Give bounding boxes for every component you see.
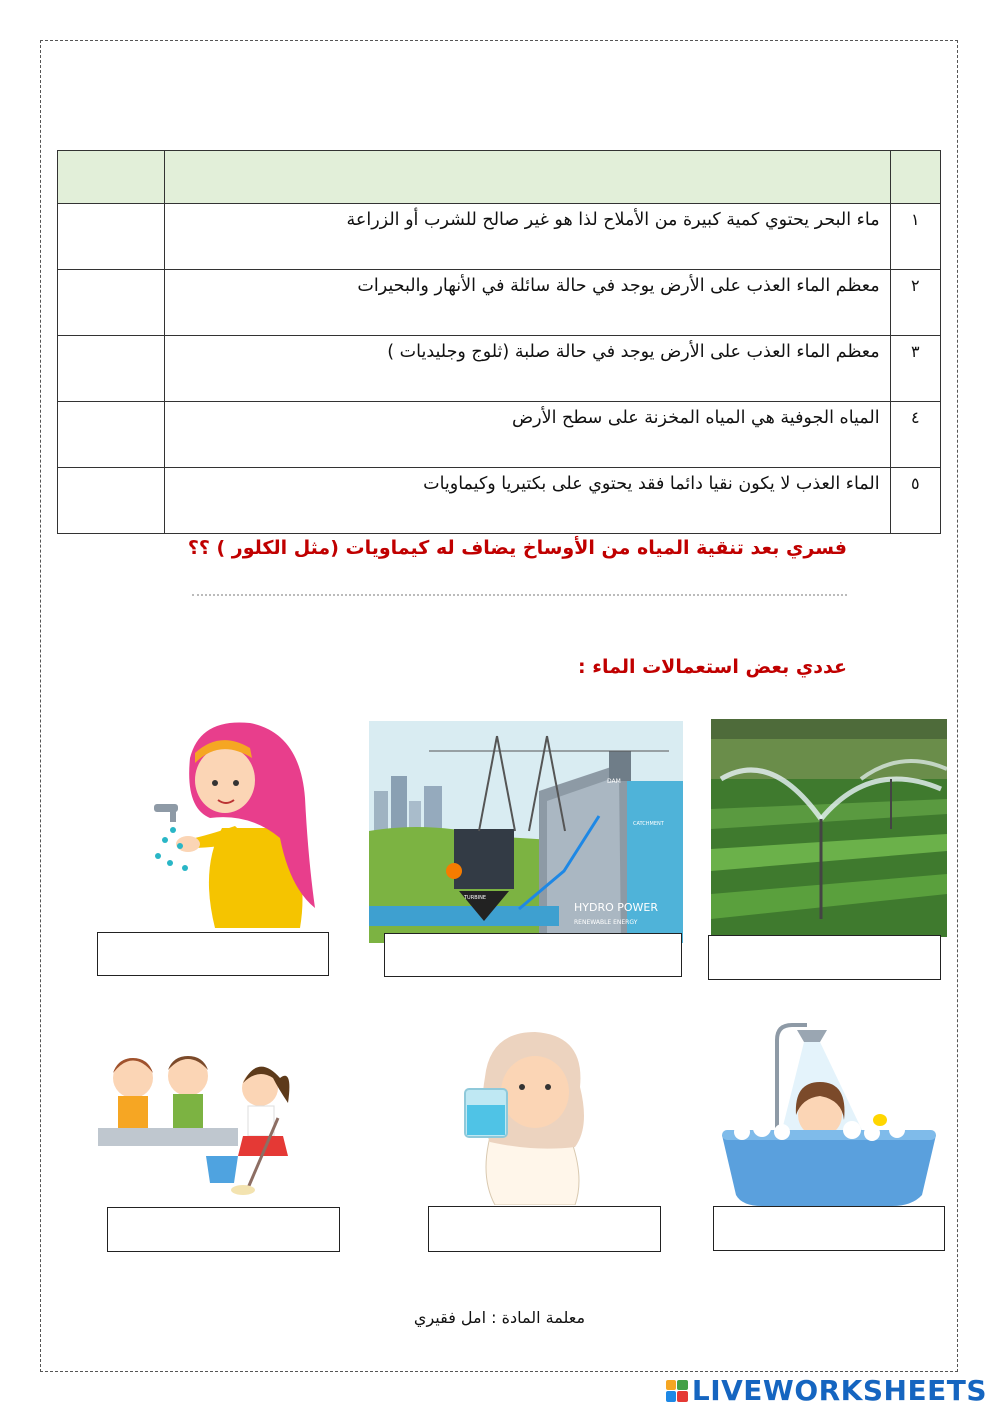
table-header-row — [58, 151, 941, 204]
row-number: ٥ — [890, 468, 940, 534]
header-statement-cell — [165, 151, 890, 204]
table-row — [58, 270, 941, 336]
answer-cell[interactable] — [58, 204, 165, 270]
row-statement: الماء العذب لا يكون نقيا دائما فقد يحتوي على بكتيريا وكيماويات — [165, 468, 890, 534]
answer-box-6[interactable] — [713, 1206, 945, 1251]
kids-cleaning-image — [98, 1048, 323, 1203]
row-number: ٤ — [890, 402, 940, 468]
answer-cell[interactable] — [58, 402, 165, 468]
row-statement: معظم الماء العذب على الأرض يوجد في حالة سائلة في الأنهار والبحيرات — [165, 270, 890, 336]
answer-box-3[interactable] — [708, 935, 941, 980]
question-explain-chlorine: فسري بعد تنقية المياه من الأوساخ يضاف له كيماويات (مثل الكلور ) ؟؟ — [187, 537, 847, 559]
table-row — [58, 336, 941, 402]
girl-bathing-image — [722, 1020, 936, 1206]
answer-box-5[interactable] — [428, 1206, 661, 1252]
girl-drinking-image — [450, 1027, 610, 1205]
row-statement: معظم الماء العذب على الأرض يوجد في حالة صلبة (ثلوج وجليديات ) — [165, 336, 890, 402]
girl-washing-hands-image — [140, 718, 320, 933]
liveworksheets-logo — [666, 1374, 987, 1407]
answer-box-2[interactable] — [384, 933, 682, 977]
row-number: ٣ — [890, 336, 940, 402]
true-false-table — [57, 150, 941, 534]
table-row — [58, 402, 941, 468]
row-number: ٢ — [890, 270, 940, 336]
answer-cell[interactable] — [58, 270, 165, 336]
dam-label: DAM — [607, 778, 621, 785]
header-num-cell — [890, 151, 940, 204]
teacher-name: معلمة المادة : امل فقيري — [413, 1308, 586, 1327]
answer-cell[interactable] — [58, 336, 165, 402]
answer-cell[interactable] — [58, 468, 165, 534]
row-statement: المياه الجوفية هي المياه المخزنة على سطح الأرض — [165, 402, 890, 468]
question-list-uses: عددي بعض استعمالات الماء : — [578, 656, 847, 678]
answer-line[interactable] — [192, 594, 847, 596]
field-sprinklers-image — [711, 719, 947, 937]
header-answer-cell — [58, 151, 165, 204]
row-statement: ماء البحر يحتوي كمية كبيرة من الأملاح لذا هو غير صالح للشرب أو الزراعة — [165, 204, 890, 270]
table-row — [58, 204, 941, 270]
hydro-title: HYDRO POWER — [574, 901, 659, 914]
table-row — [58, 468, 941, 534]
hydro-power-image — [369, 721, 683, 943]
answer-box-4[interactable] — [107, 1207, 340, 1252]
hydro-subtitle: RENEWABLE ENERGY — [574, 919, 638, 926]
brand-text: LIVEWORKSHEETS — [691, 1374, 987, 1407]
catchment-label: CATCHMENT — [633, 821, 664, 827]
answer-box-1[interactable] — [97, 932, 329, 976]
liveworksheets-icon — [666, 1380, 688, 1402]
row-number: ١ — [890, 204, 940, 270]
turbine-label: TURBINE — [464, 895, 486, 901]
